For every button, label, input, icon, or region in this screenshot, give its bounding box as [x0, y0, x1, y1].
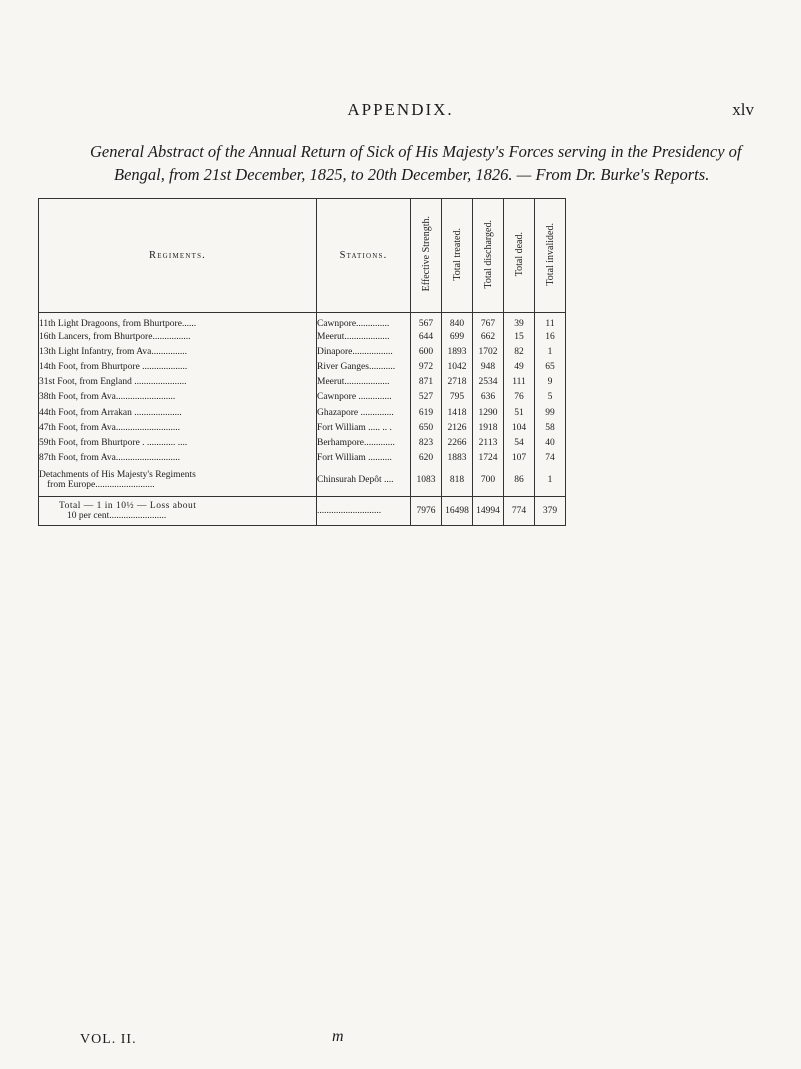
- station-cell: Dinapore.................: [317, 344, 411, 359]
- treated-cell: 2266: [442, 435, 473, 450]
- effective-cell: 871: [411, 375, 442, 390]
- table-row: [39, 344, 566, 359]
- invalided-cell: 1: [535, 466, 566, 497]
- discharged-cell: 767: [473, 313, 504, 330]
- treated-cell: 2718: [442, 375, 473, 390]
- station-cell: Meerut...................: [317, 375, 411, 390]
- discharged-cell: 14994: [473, 496, 504, 525]
- regiment-cell: 14th Foot, from Bhurtpore ...................: [39, 359, 317, 374]
- regiment-cell: 11th Light Dragoons, from Bhurtpore......: [39, 313, 317, 330]
- station-cell: Fort William ..........: [317, 451, 411, 466]
- invalided-cell: 74: [535, 451, 566, 466]
- discharged-cell: 2534: [473, 375, 504, 390]
- dead-cell: 15: [504, 329, 535, 344]
- regiment-cell: 59th Foot, from Bhurtpore . ............ ....: [39, 435, 317, 450]
- effective-cell: 823: [411, 435, 442, 450]
- treated-cell: 1883: [442, 451, 473, 466]
- total-line-1: Total — 1 in 10½ — Loss about: [59, 500, 197, 511]
- treated-cell: 795: [442, 390, 473, 405]
- effective-cell: 527: [411, 390, 442, 405]
- dead-cell: 107: [504, 451, 535, 466]
- effective-cell: 650: [411, 420, 442, 435]
- table-caption: General Abstract of the Annual Return of Sick of His Majesty's Forces serving in the Presidency of Bengal, from 21st December, 1825, to 20th December, 1826. — From Dr. Burke's Reports.: [90, 142, 742, 184]
- total-line-2: 10 per cent........................: [67, 510, 167, 521]
- sick-return-table: [38, 198, 566, 526]
- regiment-cell: 38th Foot, from Ava.........................: [39, 390, 317, 405]
- station-cell: ...........................: [317, 496, 411, 525]
- regiment-cell: [39, 466, 317, 497]
- discharged-cell: 948: [473, 359, 504, 374]
- invalided-cell: 58: [535, 420, 566, 435]
- dead-cell: 49: [504, 359, 535, 374]
- station-cell: Meerut...................: [317, 329, 411, 344]
- station-cell: Cawnpore..............: [317, 313, 411, 330]
- invalided-cell: 40: [535, 435, 566, 450]
- dead-cell: 39: [504, 313, 535, 330]
- header-stations: Stations.: [317, 199, 411, 313]
- treated-cell: 1893: [442, 344, 473, 359]
- table-row: [39, 435, 566, 450]
- effective-cell: 620: [411, 451, 442, 466]
- invalided-cell: 16: [535, 329, 566, 344]
- treated-cell: 840: [442, 313, 473, 330]
- effective-cell: 972: [411, 359, 442, 374]
- discharged-cell: 1702: [473, 344, 504, 359]
- table-header-row: [39, 199, 566, 313]
- regiment-cell: 87th Foot, from Ava...........................: [39, 451, 317, 466]
- effective-cell: 1083: [411, 466, 442, 497]
- dead-cell: 111: [504, 375, 535, 390]
- regiment-cell: 44th Foot, from Arrakan ....................: [39, 405, 317, 420]
- dead-cell: 774: [504, 496, 535, 525]
- discharged-cell: 1918: [473, 420, 504, 435]
- detachment-line-1: Detachments of His Majesty's Regiments: [39, 469, 196, 480]
- effective-cell: 567: [411, 313, 442, 330]
- detachment-row: [39, 466, 566, 497]
- treated-cell: 1418: [442, 405, 473, 420]
- invalided-cell: 9: [535, 375, 566, 390]
- station-cell: Ghazapore ..............: [317, 405, 411, 420]
- table-row: [39, 313, 566, 330]
- station-cell: Berhampore.............: [317, 435, 411, 450]
- regiment-cell: 31st Foot, from England ......................: [39, 375, 317, 390]
- discharged-cell: 662: [473, 329, 504, 344]
- treated-cell: 1042: [442, 359, 473, 374]
- table-row: [39, 390, 566, 405]
- effective-cell: 600: [411, 344, 442, 359]
- invalided-cell: 11: [535, 313, 566, 330]
- header-total-invalided: Total invalided.: [535, 199, 566, 313]
- dead-cell: 82: [504, 344, 535, 359]
- header-total-discharged: Total discharged.: [473, 199, 504, 313]
- discharged-cell: 1724: [473, 451, 504, 466]
- page-heading: APPENDIX.: [347, 100, 454, 119]
- table-row: [39, 405, 566, 420]
- regiment-cell: [39, 496, 317, 525]
- station-cell: River Ganges...........: [317, 359, 411, 374]
- header-total-dead: Total dead.: [504, 199, 535, 313]
- discharged-cell: 2113: [473, 435, 504, 450]
- discharged-cell: 700: [473, 466, 504, 497]
- regiment-cell: 47th Foot, from Ava...........................: [39, 420, 317, 435]
- header-regiments: Regiments.: [39, 199, 317, 313]
- invalided-cell: 65: [535, 359, 566, 374]
- header-total-treated: Total treated.: [442, 199, 473, 313]
- station-cell: Chinsurah Depôt ....: [317, 466, 411, 497]
- dead-cell: 104: [504, 420, 535, 435]
- signature-mark: m: [332, 1028, 344, 1045]
- invalided-cell: 1: [535, 344, 566, 359]
- discharged-cell: 636: [473, 390, 504, 405]
- invalided-cell: 379: [535, 496, 566, 525]
- invalided-cell: 99: [535, 405, 566, 420]
- discharged-cell: 1290: [473, 405, 504, 420]
- regiment-cell: 16th Lancers, from Bhurtpore................: [39, 329, 317, 344]
- table-row: [39, 420, 566, 435]
- effective-cell: 7976: [411, 496, 442, 525]
- regiment-cell: 13th Light Infantry, from Ava...............: [39, 344, 317, 359]
- treated-cell: 818: [442, 466, 473, 497]
- dead-cell: 76: [504, 390, 535, 405]
- treated-cell: 699: [442, 329, 473, 344]
- total-row: [39, 496, 566, 525]
- header-effective-strength: Effective Strength.: [411, 199, 442, 313]
- dead-cell: 54: [504, 435, 535, 450]
- effective-cell: 619: [411, 405, 442, 420]
- table-row: [39, 375, 566, 390]
- detachment-line-2: from Europe.........................: [47, 479, 155, 490]
- volume-label: VOL. II.: [80, 1032, 137, 1047]
- table-row: [39, 329, 566, 344]
- page-number: xlv: [732, 100, 754, 119]
- effective-cell: 644: [411, 329, 442, 344]
- station-cell: Fort William ..... .. .: [317, 420, 411, 435]
- treated-cell: 16498: [442, 496, 473, 525]
- dead-cell: 86: [504, 466, 535, 497]
- table-row: [39, 359, 566, 374]
- running-head: [0, 100, 801, 130]
- table-row: [39, 451, 566, 466]
- dead-cell: 51: [504, 405, 535, 420]
- invalided-cell: 5: [535, 390, 566, 405]
- station-cell: Cawnpore ..............: [317, 390, 411, 405]
- treated-cell: 2126: [442, 420, 473, 435]
